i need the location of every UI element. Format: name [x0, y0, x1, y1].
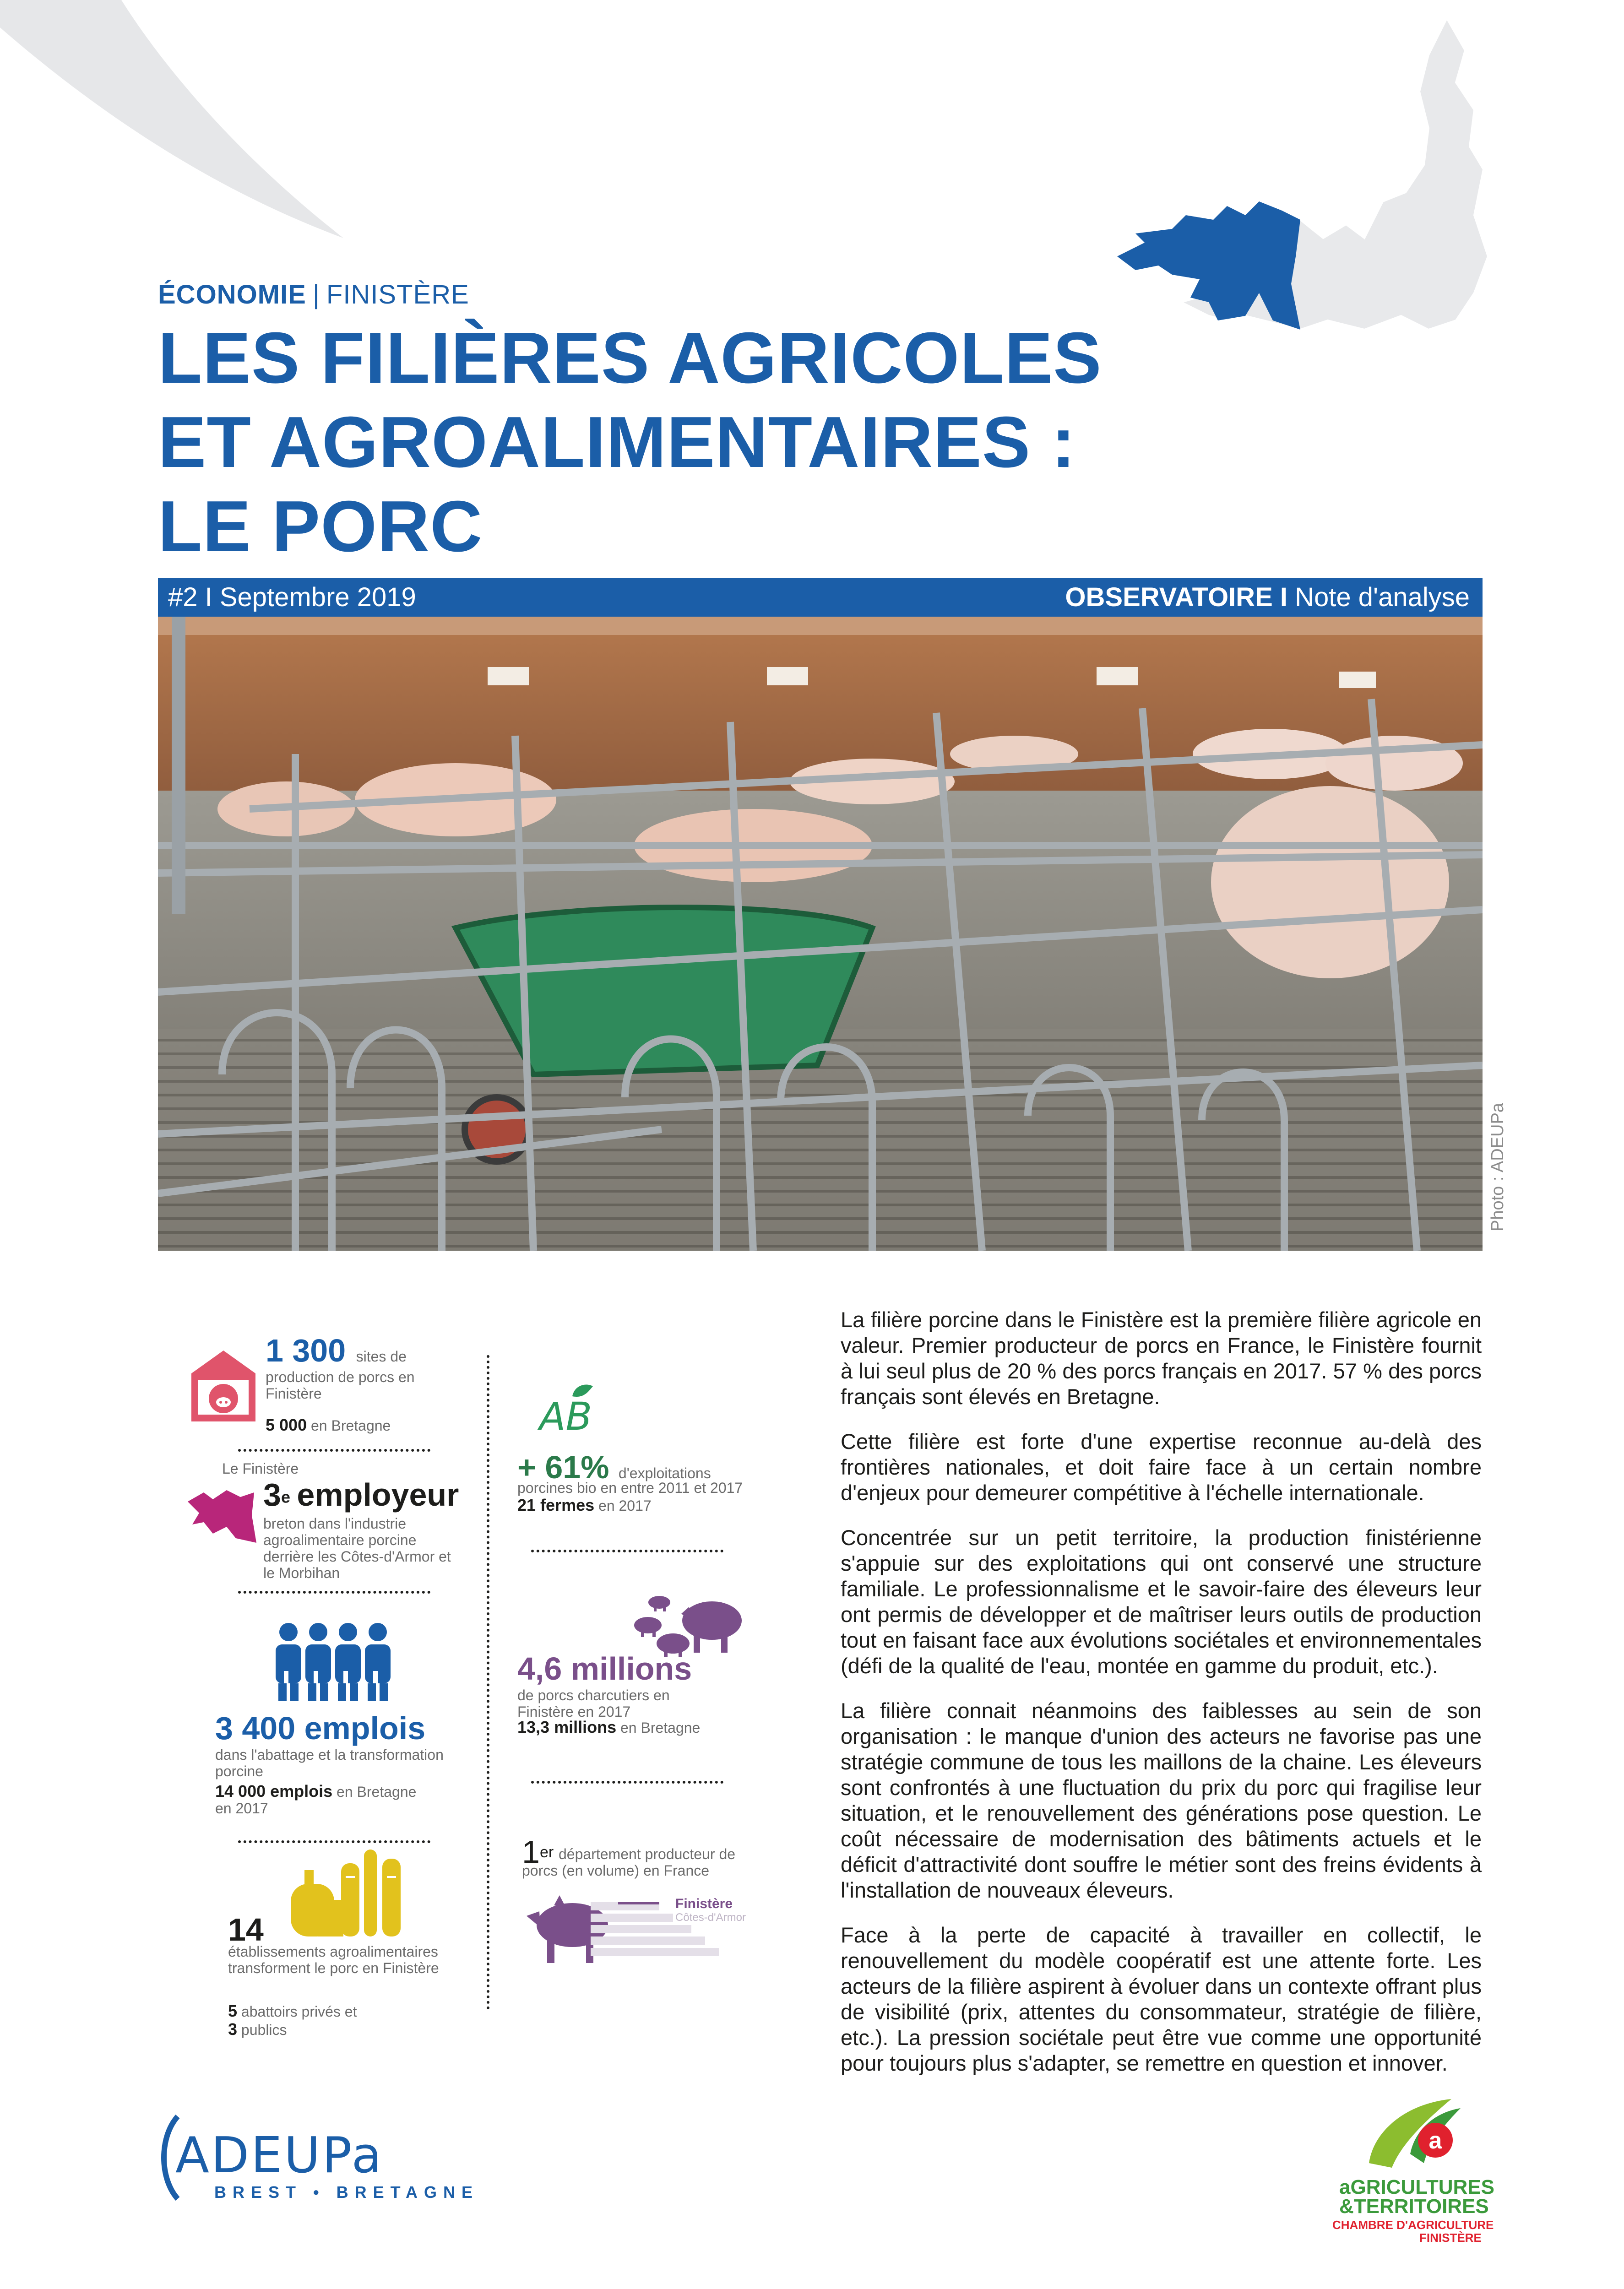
divider	[531, 1550, 723, 1552]
emplois-bretagne-text: en Bretagne	[337, 1784, 417, 1800]
adeupa-name: ADEUPa	[175, 2127, 384, 2184]
chambre-line-3: CHAMBRE D'AGRICULTURE	[1332, 2218, 1494, 2232]
etablissements-number: 14	[228, 1912, 264, 1947]
emplois-year: en 2017	[215, 1800, 268, 1817]
abattoirs-publics-text: publics	[241, 2022, 287, 2038]
paragraph-2: Cette filière est forte d'une expertise reconnue au-delà des frontières nationales, et doit faire face à un certain nombre d'enjeux pour demeurer compétitive à l'échelle internationale.	[841, 1429, 1482, 1505]
bio-fermes-number: 21 fermes	[517, 1496, 595, 1514]
bio-logo-text: AB	[539, 1394, 592, 1439]
adeupa-sub: BREST • BRETAGNE	[214, 2183, 479, 2202]
section-kicker	[158, 279, 469, 310]
podium-second-label: Côtes-d'Armor	[675, 1911, 746, 1924]
employeur-desc: breton dans l'industrie agroalimentaire porcine derrière les Côtes-d'Armor et le Morbihan	[263, 1515, 451, 1581]
people-group-icon	[270, 1621, 394, 1701]
etablissements-line-1	[228, 2003, 357, 2020]
title-line-2: ET AGROALIMENTAIRES :	[158, 402, 1076, 483]
porcs-bretagne	[517, 1719, 700, 1736]
note-label: Note d'analyse	[1295, 582, 1470, 612]
adeupa-logo	[155, 2114, 479, 2202]
sites-stat	[266, 1332, 407, 1369]
chambre-line-1: aGRICULTURES	[1339, 2176, 1494, 2198]
page-title	[158, 316, 1211, 569]
divider	[238, 1449, 430, 1452]
factory-icon	[288, 1850, 403, 1936]
sites-desc: production de porcs en Finistère	[266, 1369, 415, 1402]
divider	[238, 1591, 430, 1594]
departement-rank-number: 1	[522, 1834, 540, 1870]
sites-number: 1 300	[266, 1333, 346, 1368]
etablissements-desc: établissements agroalimentaires transforment le porc en Finistère	[228, 1943, 439, 1976]
employeur-pre: Le Finistère	[222, 1460, 299, 1477]
sites-suffix: sites de	[356, 1348, 407, 1365]
chambre-line-4: FINISTÈRE	[1419, 2231, 1482, 2245]
kicker-bold: ÉCONOMIE	[158, 280, 306, 309]
bio-suffix: d'exploitations	[618, 1465, 711, 1481]
issue-band	[158, 578, 1483, 617]
porcs-bretagne-text: en Bretagne	[620, 1719, 701, 1736]
employeur-rank-number: 3	[263, 1477, 281, 1513]
departement-rank-sup: er	[539, 1843, 554, 1861]
employeur-rank-sup: e	[281, 1487, 290, 1507]
chambre-emblem-icon	[1355, 2094, 1465, 2172]
porcs-number: 4,6 millions	[517, 1651, 692, 1687]
finistere-map-icon	[185, 1483, 259, 1547]
decorative-swoosh	[0, 0, 412, 256]
kicker-separator: |	[312, 280, 320, 309]
porcs-bretagne-number: 13,3 millions	[517, 1718, 617, 1736]
title-line-1: LES FILIÈRES AGRICOLES	[158, 318, 1102, 398]
paragraph-4: La filière connait néanmoins des faiblesses au sein de son organisation : le manque d'union des acteurs ne favorise pas une stratégie commune de tous les maillons de la chaine. Les éleveurs sont confrontés à une fluctuation du prix du porc qui fragilise leur situation, et le renouvellement des générations pose question. Le coût nécessaire de modernisation des bâtiments actuels et le déficit d'attractivité dont souffre le métier sont des freins évidents à l'installation de nouveaux éleveurs.	[841, 1698, 1482, 1902]
sites-bretagne-number: 5 000	[266, 1416, 307, 1434]
publication-type	[1065, 582, 1470, 613]
sites-bretagne	[266, 1417, 391, 1434]
emplois-bretagne-number: 14 000 emplois	[215, 1782, 333, 1801]
abattoirs-publics-number: 3	[228, 2020, 238, 2039]
podium-top-label: Finistère	[675, 1896, 733, 1911]
etablissements-line-2	[228, 2021, 287, 2038]
chambre-line-2: &TERRITOIRES	[1339, 2195, 1489, 2218]
abattoirs-prives-text: abattoirs privés et	[241, 2003, 357, 2020]
svg-text:a: a	[1428, 2127, 1442, 2154]
emplois-number: 3 400 emplois	[215, 1710, 426, 1746]
bio-fermes	[517, 1497, 652, 1514]
bio-number: + 61%	[517, 1449, 609, 1485]
column-divider	[487, 1355, 489, 2010]
bio-fermes-text: en 2017	[598, 1497, 652, 1514]
employeur-rank	[263, 1476, 459, 1513]
paragraph-5: Face à la perte de capacité à travailler en collectif, le renouvellement du modèle coopératif est une attente forte. Les acteurs de la filière aspirent à évoluer dans un contexte offrant plus de visibilité (prix, attentes du consommateur, stratégie de filière, etc.). La pression sociétale peut être vue comme une opportunité pour toujours plus s'adapter, se remettre en question et innover.	[841, 1923, 1482, 2075]
bio-desc: porcines bio en entre 2011 et 2017	[517, 1480, 743, 1496]
farm-pig-icon	[187, 1346, 260, 1424]
pigs-icon	[627, 1593, 746, 1657]
emplois-desc: dans l'abattage et la transformation porcine	[215, 1747, 444, 1779]
sites-bretagne-text: en Bretagne	[310, 1417, 391, 1434]
issue-number: #2 I Septembre 2019	[168, 582, 416, 612]
title-line-3: LE PORC	[158, 486, 483, 567]
photo-credit: Photo : ADEUPa	[1488, 1103, 1507, 1231]
chambre-agriculture-logo	[1328, 2094, 1497, 2246]
emplois-bretagne	[215, 1783, 472, 1817]
divider	[238, 1840, 430, 1843]
porcs-desc: de porcs charcutiers en Finistère en 2017	[517, 1687, 670, 1720]
departement-desc: département producteur de porcs (en volume) en France	[522, 1846, 736, 1879]
observatoire-label: OBSERVATOIRE I	[1065, 582, 1287, 612]
bio-ab-icon	[536, 1383, 600, 1439]
kicker-sub: FINISTÈRE	[326, 280, 469, 309]
paragraph-3: Concentrée sur un petit territoire, la production finistérienne s'appuie sur des exploitations qui ont conservé une structure familiale. Le professionnalisme et le savoir-faire des éleveurs leur ont permis de développer et de maîtriser leurs outils de production tout en faisant face aux évolutions sociétales et environnementales (défi de la qualité de l'eau, montée en gamme du produit, etc.).	[841, 1525, 1482, 1678]
employeur-rank-word: employeur	[297, 1477, 459, 1513]
paragraph-1: La filière porcine dans le Finistère est la première filière agricole en valeur. Premier producteur de porcs en France, le Finistère fournit à lui seul plus de 20 % des porcs français en 2017. 57 % des porcs français sont élevés en Bretagne.	[841, 1307, 1482, 1409]
body-text	[841, 1307, 1482, 2095]
divider	[531, 1781, 723, 1784]
abattoirs-prives-number: 5	[228, 2002, 238, 2020]
pig-barn-photo	[158, 617, 1483, 1251]
